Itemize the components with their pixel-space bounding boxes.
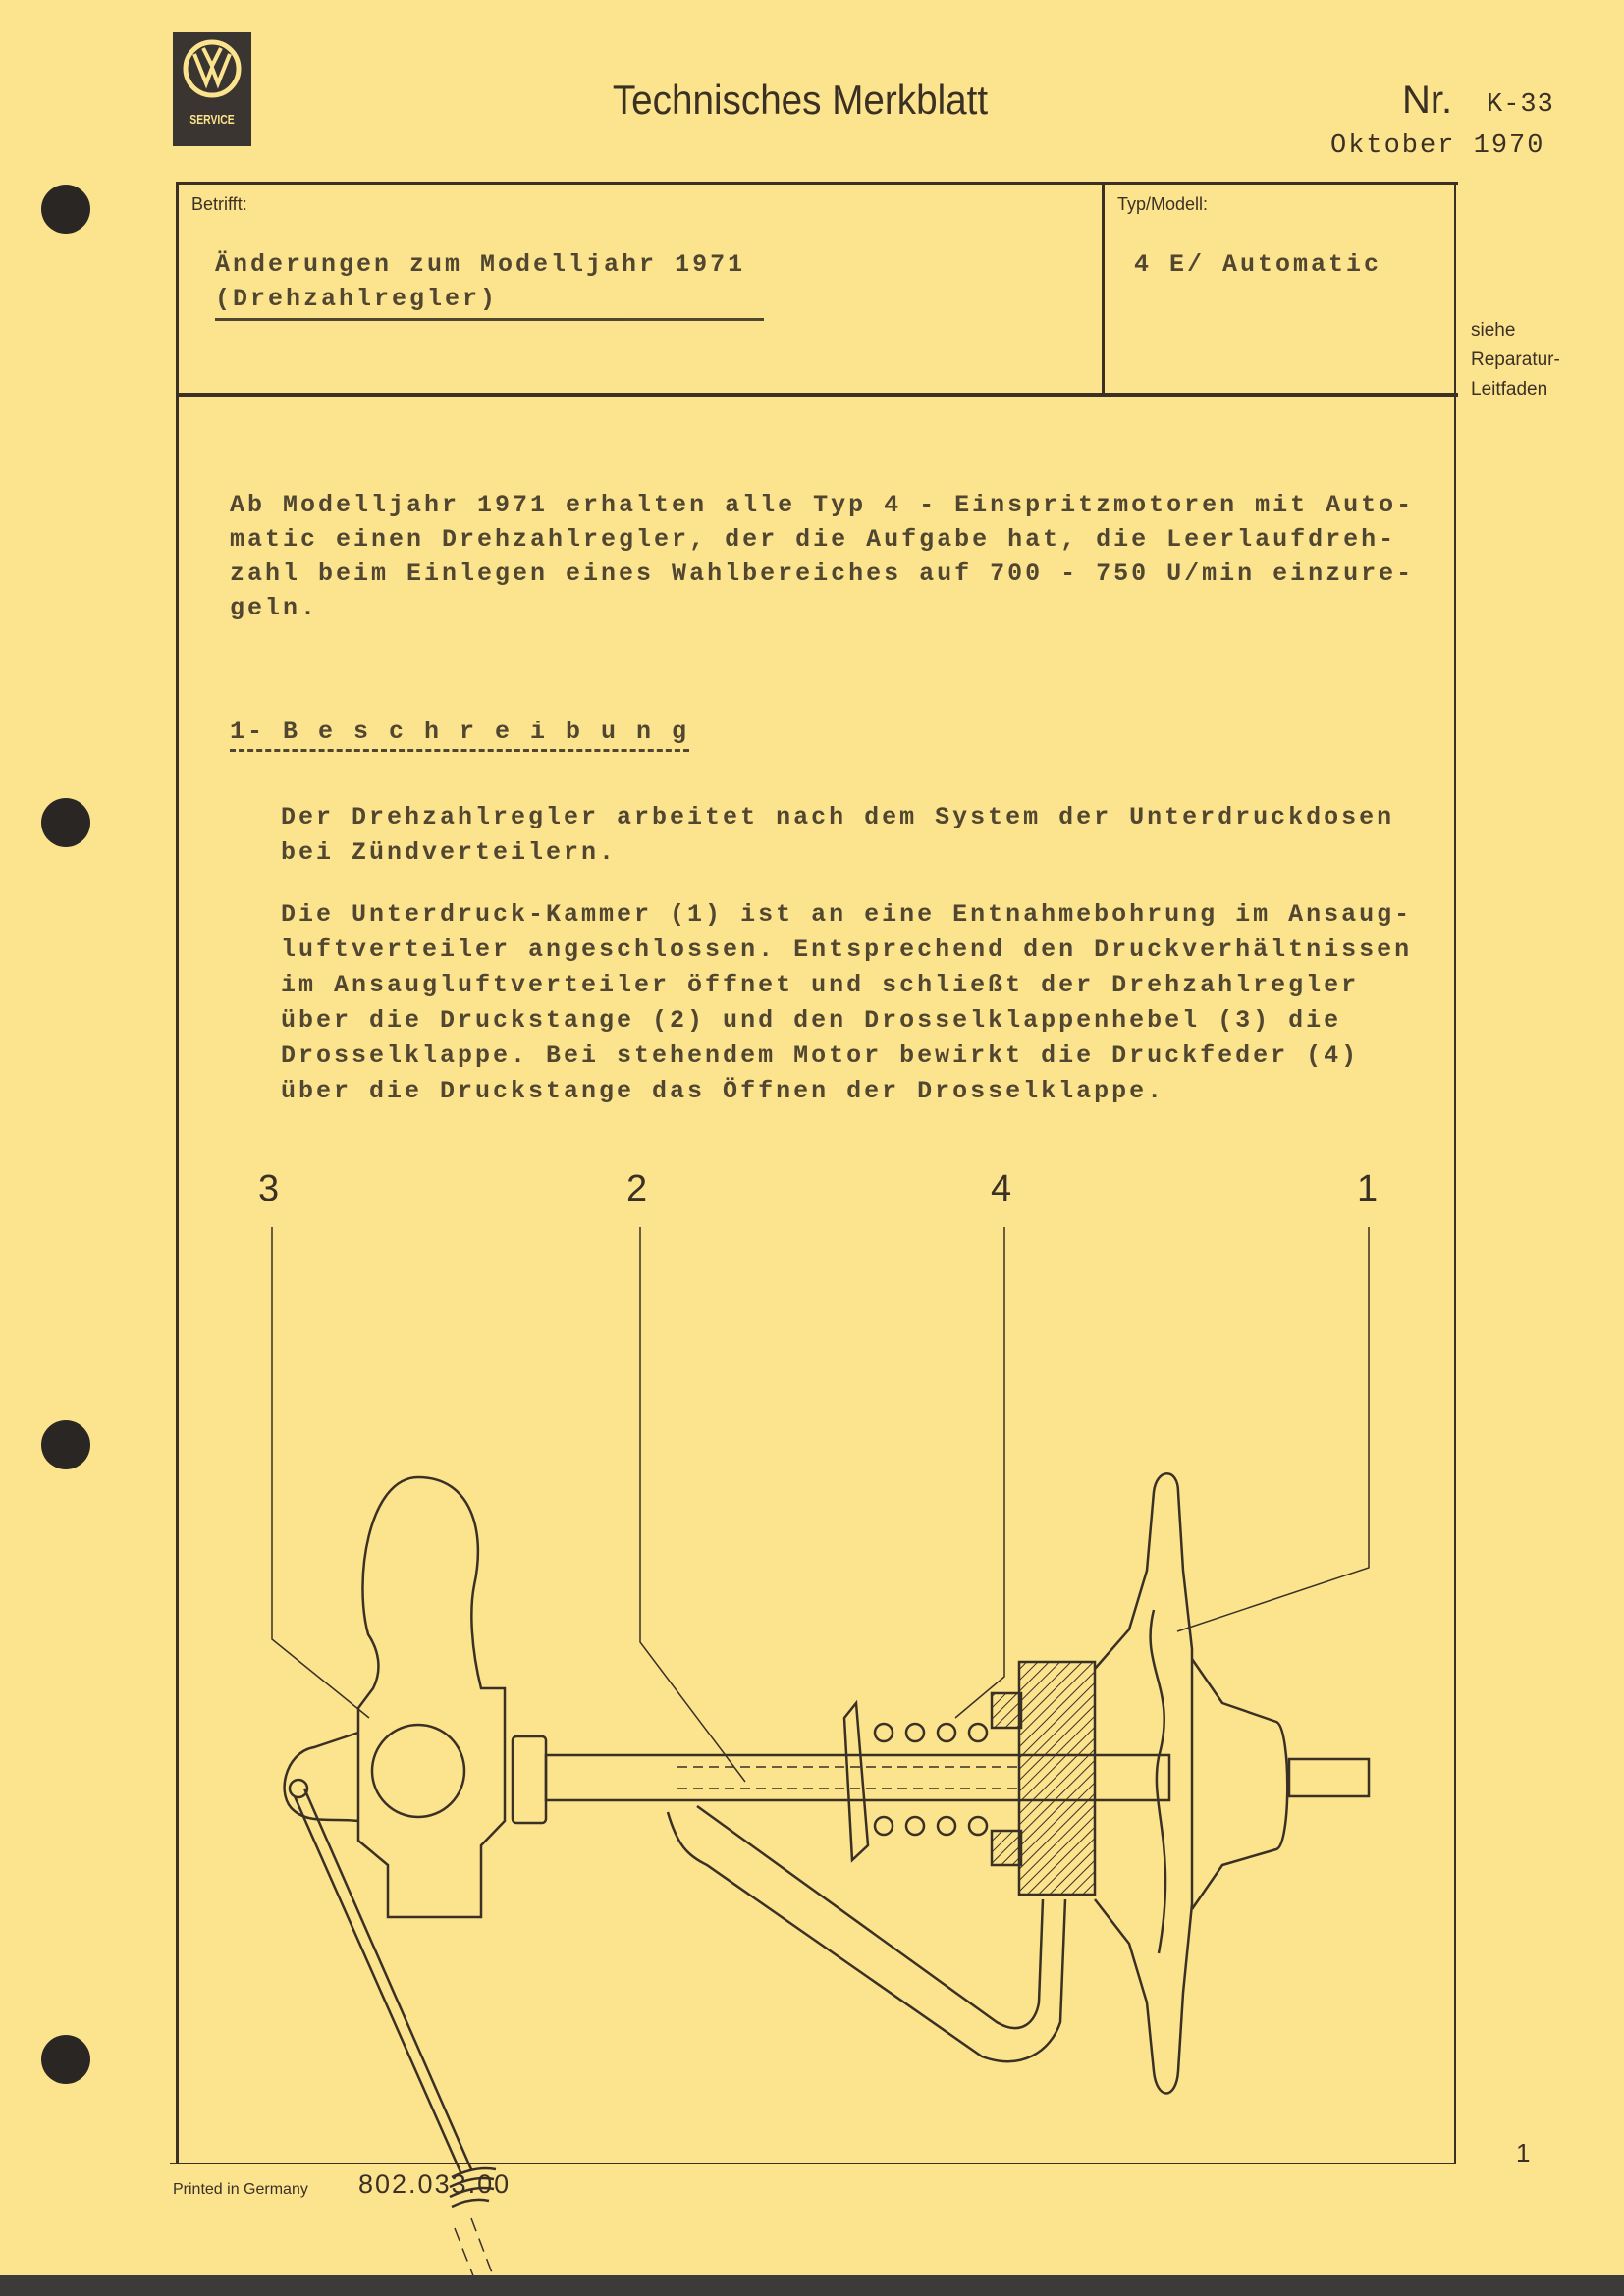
- scan-edge: [0, 2275, 1624, 2296]
- document-title: Technisches Merkblatt: [612, 77, 989, 123]
- throttle-lever: [358, 1477, 505, 1917]
- leader-line-3: [272, 1227, 369, 1718]
- model-value: 4 E/ Automatic: [1134, 250, 1382, 279]
- subject-line: Änderungen zum Modelljahr 1971: [215, 250, 746, 279]
- document-code: 802.033.00: [358, 2169, 512, 2199]
- printed-in-germany: Printed in Germany: [173, 2181, 308, 2198]
- leader-line-2: [640, 1227, 745, 1782]
- number-value: K-33: [1487, 90, 1554, 120]
- callout-2: 2: [626, 1168, 648, 1209]
- lever-ear: [285, 1733, 358, 1821]
- output-shaft: [1289, 1759, 1369, 1796]
- text-line: Der Drehzahlregler arbeitet nach dem System der Unterdruckdosen: [281, 803, 1395, 831]
- number-label: Nr.: [1402, 79, 1453, 122]
- logo-service-label: SERVICE: [189, 112, 235, 127]
- side-note: Leitfaden: [1471, 379, 1548, 400]
- subject-line: (Drehzahlregler): [215, 282, 764, 321]
- leader-line-1: [1177, 1227, 1369, 1631]
- text-line: geln.: [230, 594, 319, 622]
- issue-date: Oktober 1970: [1330, 132, 1545, 161]
- text-line: über die Druckstange (2) und den Drosselklappenhebel (3) die: [281, 1006, 1342, 1035]
- bolt-head: [513, 1736, 546, 1823]
- side-note: siehe: [1471, 320, 1516, 341]
- callout-3: 3: [258, 1168, 280, 1209]
- subject-label: Betrifft:: [191, 194, 247, 214]
- lever-bore: [372, 1725, 464, 1817]
- text-line: im Ansaugluftverteiler öffnet und schließt der Drehzahlregler: [281, 971, 1360, 999]
- text-line: luftverteiler angeschlossen. Entsprechend den Druckverhältnissen: [281, 935, 1413, 964]
- text-line: zahl beim Einlegen eines Wahlbereiches auf 700 - 750 U/min einzure-: [230, 560, 1415, 588]
- text-line: bei Zündverteilern.: [281, 838, 618, 867]
- text-line: über die Druckstange das Öffnen der Drosselklappe.: [281, 1077, 1165, 1105]
- callout-1: 1: [1357, 1168, 1379, 1209]
- vacuum-chamber: [1095, 1473, 1192, 2093]
- side-note: Reparatur-: [1471, 349, 1560, 370]
- page-number: 1: [1516, 2138, 1531, 2167]
- throttle-link-rod: [295, 1789, 471, 2174]
- model-label: Typ/Modell:: [1117, 194, 1209, 214]
- text-line: Ab Modelljahr 1971 erhalten alle Typ 4 - Einspritzmotoren mit Auto-: [230, 491, 1415, 519]
- housing-block: [1019, 1662, 1095, 1895]
- diaphragm: [1151, 1610, 1165, 1953]
- section-heading: 1- B e s c h r e i b u n g: [230, 715, 689, 752]
- callout-4: 4: [991, 1168, 1012, 1209]
- text-line: Die Unterdruck-Kammer (1) ist an eine Entnahmebohrung im Ansaug-: [281, 900, 1413, 929]
- text-line: matic einen Drehzahlregler, der die Aufgabe hat, die Leerlaufdreh-: [230, 525, 1397, 554]
- text-line: Drosselklappe. Bei stehendem Motor bewirkt die Druckfeder (4): [281, 1041, 1360, 1070]
- compression-spring: [844, 1703, 987, 1860]
- leader-line-4: [955, 1227, 1004, 1718]
